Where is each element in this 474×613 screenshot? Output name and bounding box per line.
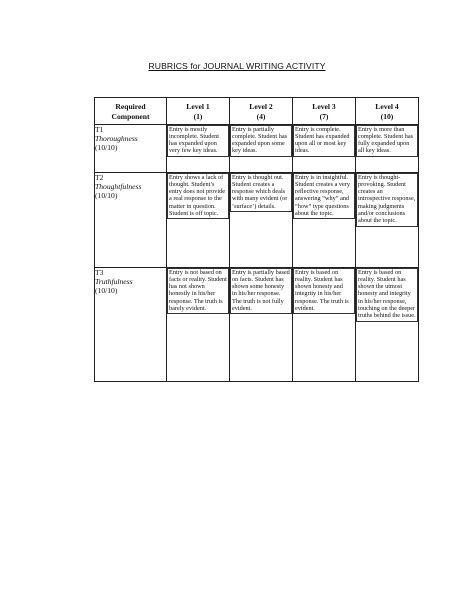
header-line: (10) (380, 111, 394, 121)
criteria-text: Entry is partially complete. Student has expanded upon some key ideas. (230, 125, 292, 157)
criteria-cell (167, 172, 230, 267)
table-row-truthfulness (95, 267, 419, 381)
header-row (95, 98, 419, 125)
component-code: T2 (95, 172, 104, 182)
component-score: (10/10) (95, 143, 118, 152)
header-required-component (95, 98, 167, 125)
criteria-cell (293, 124, 356, 172)
component-cell (95, 172, 167, 267)
document-title: RUBRICS for JOURNAL WRITING ACTIVITY (148, 61, 326, 71)
header-line: Level 1 (186, 102, 210, 111)
criteria-text: Entry is complete. Student has expanded upon all or most key ideas. (293, 125, 355, 157)
component-name: Truthfulness (95, 276, 133, 286)
header-line: Required (115, 102, 146, 111)
header-line: Level 2 (249, 102, 273, 111)
component-code: T3 (95, 267, 104, 277)
criteria-text: Entry is mostly incomplete. Student has expanded upon very few key ideas. (167, 125, 229, 157)
header-level-3 (293, 98, 356, 125)
criteria-cell (293, 267, 356, 381)
header-level-1 (167, 98, 230, 125)
criteria-cell (167, 124, 230, 172)
rubric-table (94, 97, 419, 382)
criteria-text: Entry is in insightful. Student creates a very reflective response, answering “why” and “how” type questions about the topic. (293, 173, 355, 220)
component-code: T1 (95, 124, 104, 134)
criteria-text: Entry is thought-provoking. Student creates an introspective response, making judgments and/or conclusions about the topic. (356, 173, 418, 227)
component-score: (10/10) (95, 286, 118, 295)
header-line: (7) (319, 111, 329, 121)
criteria-cell (356, 124, 419, 172)
header-level-4 (356, 98, 419, 125)
component-cell (95, 124, 167, 172)
criteria-cell (356, 267, 419, 381)
criteria-text: Entry is thought out. Student creates a response which deals with many evident (or ‘surface’) details. (230, 173, 292, 212)
component-name: Thoughtfulness (95, 181, 142, 191)
criteria-text: Entry is partially based on facts. Student has shown some honesty in his/her response. The truth is not fully evident. (230, 268, 292, 315)
criteria-text: Entry is based on reality. Student has shown honesty and integrity in his/her response. The truth is evident. (293, 268, 355, 315)
criteria-cell (356, 172, 419, 267)
criteria-cell (230, 172, 293, 267)
table-row-thoroughness (95, 124, 419, 172)
component-score: (10/10) (95, 191, 118, 200)
component-name: Thoroughness (95, 133, 138, 143)
header-line: (1) (193, 111, 203, 121)
component-cell (95, 267, 167, 381)
criteria-text: Entry is more than complete. Student has fully expanded upon all key ideas. (356, 125, 418, 157)
header-line: Component (111, 111, 150, 121)
criteria-cell (167, 267, 230, 381)
criteria-cell (230, 124, 293, 172)
criteria-text: Entry is not based on facts or reality. Student has not shown honestly in his/her response. The truth is barely evident. (167, 268, 229, 315)
criteria-text: Entry is based on reality. Student has shown the utmost honesty and integrity in his/her response, touching on the deeper truths behind the issue. (356, 268, 418, 322)
table-row-thoughtfulness (95, 172, 419, 267)
header-line: (4) (256, 111, 266, 121)
criteria-text: Entry shows a lack of thought. Student’s entry does not provide a real response to the matter in question. Student is off topic. (167, 173, 229, 220)
header-line: Level 4 (375, 102, 399, 111)
criteria-cell (293, 172, 356, 267)
criteria-cell (230, 267, 293, 381)
header-line: Level 3 (312, 102, 336, 111)
header-level-2 (230, 98, 293, 125)
